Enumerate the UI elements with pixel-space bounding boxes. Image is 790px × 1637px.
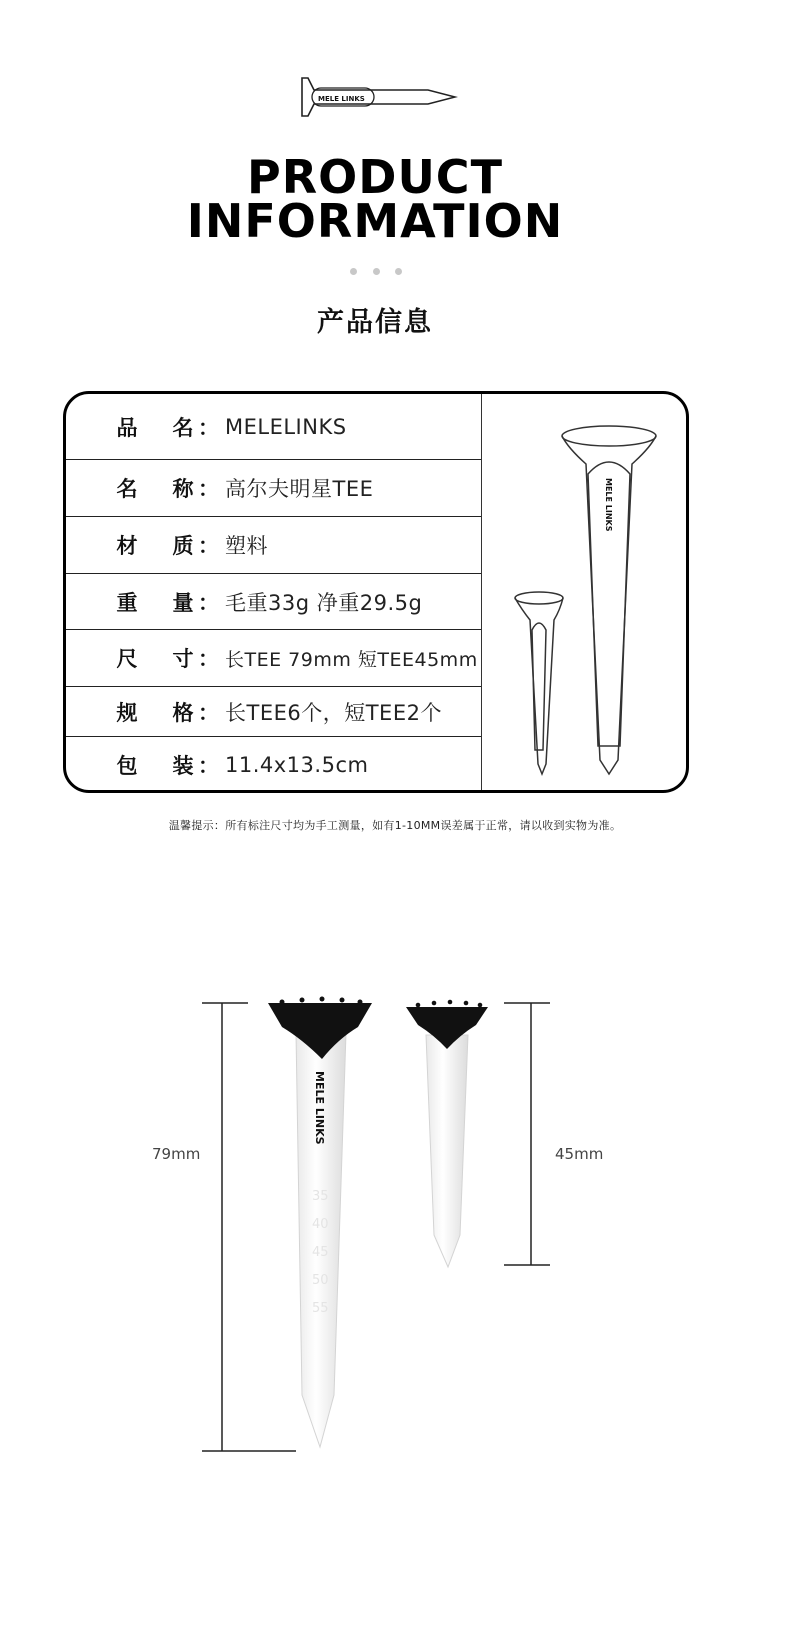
spec-row-package [66, 737, 481, 793]
depth-mark: 40 [312, 1217, 329, 1232]
row-key-char2: 称 [172, 477, 194, 501]
spec-row-title [66, 460, 481, 517]
row-key-char1: 规 [116, 700, 138, 725]
row-value: 高尔夫明星TEE [225, 477, 374, 501]
row-colon: ： [198, 700, 219, 725]
row-key-char1: 尺 [116, 647, 138, 671]
spec-row-name [66, 394, 481, 460]
depth-mark: 35 [312, 1189, 329, 1204]
row-key-char1: 材 [116, 534, 138, 558]
title-line-2: INFORMATION [186, 194, 564, 248]
row-key-char1: 名 [116, 477, 138, 501]
depth-mark: 55 [312, 1301, 329, 1316]
row-colon: ： [198, 534, 219, 558]
spec-table [63, 391, 689, 793]
row-colon: ： [198, 415, 219, 440]
row-colon: ： [198, 647, 219, 671]
row-value: 11.4x13.5cm [225, 753, 369, 777]
title-line-1: PRODUCT [247, 150, 503, 204]
spec-rows [66, 394, 482, 790]
row-value: 长TEE 79mm 短TEE45mm [225, 648, 478, 671]
long-tee-length-label: 79mm [152, 1145, 201, 1163]
tee-product-photo [150, 995, 620, 1465]
row-key-char1: 包 [116, 754, 138, 778]
row-value: MELELINKS [225, 414, 347, 439]
row-value: 毛重33g 净重29.5g [225, 590, 423, 615]
row-key-char2: 格 [172, 700, 194, 725]
tee-logo-icon [300, 76, 458, 118]
long-tee [268, 997, 372, 1448]
spec-row-spec [66, 687, 481, 737]
row-key-char1: 重 [116, 590, 138, 615]
separator-dots [350, 268, 402, 278]
row-key-char1: 品 [116, 415, 138, 440]
photo-logo-text: MELE LINKS [313, 1071, 326, 1145]
short-tee [406, 1000, 488, 1267]
spec-row-size [66, 630, 481, 687]
row-key-char2: 质 [172, 534, 194, 558]
spec-row-weight [66, 574, 481, 630]
diagram-logo-text: MELE LINKS [604, 478, 613, 532]
row-value: 塑料 [225, 534, 268, 558]
row-colon: ： [198, 477, 219, 501]
section-title-cn: 产品信息 [317, 307, 433, 338]
depth-mark: 45 [312, 1245, 329, 1260]
row-value: 长TEE6个，短TEE2个 [225, 700, 442, 725]
row-key-char2: 量 [172, 590, 194, 615]
row-colon: ： [198, 754, 219, 778]
spec-row-material [66, 517, 481, 574]
depth-mark: 50 [312, 1273, 329, 1288]
hero-logo-text: MELE LINKS [318, 95, 365, 103]
row-key-char2: 名 [172, 415, 194, 440]
row-key-char2: 装 [172, 754, 194, 778]
row-colon: ： [198, 590, 219, 615]
short-tee-outline [515, 592, 563, 774]
measurement-note: 温馨提示：所有标注尺寸均为手工测量，如有1-10MM误差属于正常，请以收到实物为准。 [168, 819, 622, 832]
row-key-char2: 寸 [172, 647, 194, 671]
tee-outline-diagram [482, 394, 689, 790]
short-tee-length-label: 45mm [555, 1145, 604, 1163]
